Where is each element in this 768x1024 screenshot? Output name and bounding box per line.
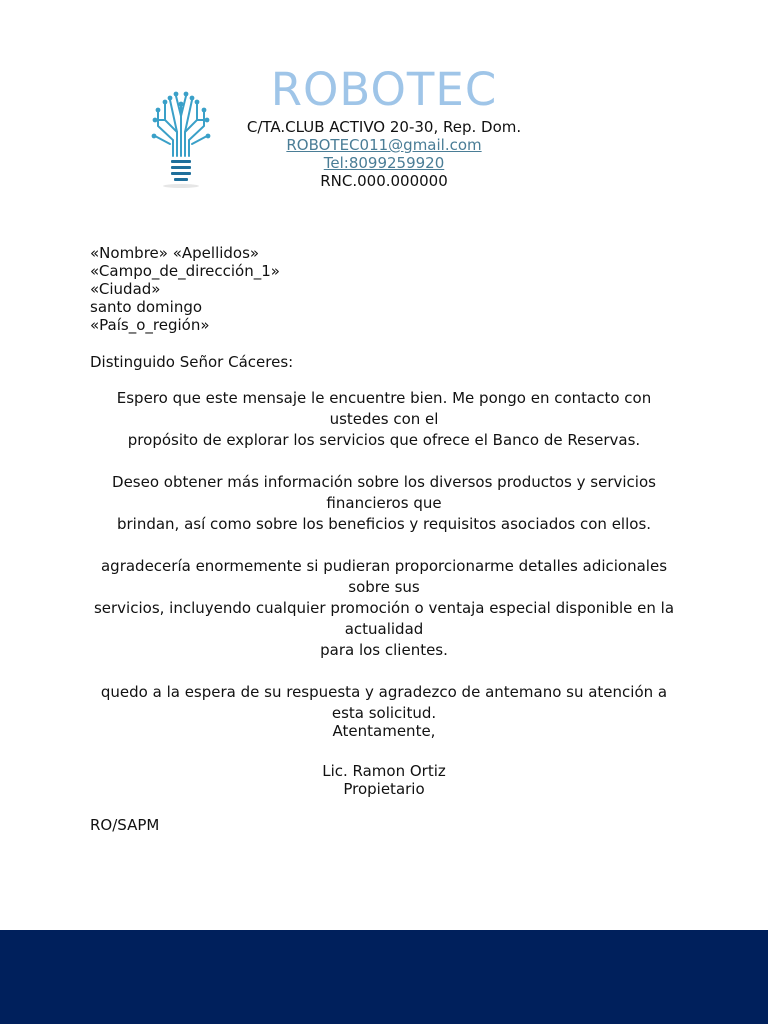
- paragraph-line: quedo a la espera de su respuesta y agradezco de antemano su atención a: [100, 683, 668, 701]
- paragraph-line: propósito de explorar los servicios que ofrece el Banco de Reservas.: [127, 431, 641, 449]
- paragraph-line: esta solicitud.: [331, 704, 437, 722]
- recipient-name: «Nombre» «Apellidos»: [90, 244, 260, 262]
- paragraph-thanks: [90, 682, 678, 724]
- paragraph-request: [90, 472, 678, 535]
- paragraph-line: sobre sus: [348, 578, 420, 596]
- recipient-locality: santo domingo: [90, 298, 203, 316]
- reference-initials: RO/SAPM: [90, 816, 160, 834]
- paragraph-intro: [90, 388, 678, 451]
- paragraph-line: actualidad: [344, 620, 424, 638]
- paragraph-line: ustedes con el: [329, 410, 439, 428]
- paragraph-line: Espero que este mensaje le encuentre bien. Me pongo en contacto con: [116, 389, 652, 407]
- letter-body: [90, 388, 678, 724]
- salutation: Distinguido Señor Cáceres:: [90, 353, 294, 371]
- company-address: C/TA.CLUB ACTIVO 20-30, Rep. Dom.: [246, 118, 522, 136]
- closing: Atentamente,: [332, 722, 436, 740]
- company-email-link[interactable]: ROBOTEC011@gmail.com: [286, 136, 482, 154]
- paragraph-details: [90, 556, 678, 661]
- paragraph-line: para los clientes.: [320, 641, 448, 659]
- recipient-city: «Ciudad»: [90, 280, 161, 298]
- recipient-country: «País_o_región»: [90, 316, 210, 334]
- company-header: [0, 118, 768, 190]
- paragraph-line: brindan, así como sobre los beneficios y requisitos asociados con ellos.: [116, 515, 652, 533]
- company-phone-link[interactable]: Tel:8099259920: [323, 154, 445, 172]
- signer-name: Lic. Ramon Ortiz: [322, 762, 446, 780]
- paragraph-line: servicios, incluyendo cualquier promoción o ventaja especial disponible en la: [93, 599, 675, 617]
- company-name: ROBOTEC: [270, 63, 498, 116]
- company-rnc: RNC.000.000000: [320, 172, 448, 190]
- paragraph-line: Deseo obtener más información sobre los diversos productos y servicios: [112, 473, 656, 491]
- signer-title: Propietario: [343, 780, 425, 798]
- footer-bar: [0, 930, 768, 1024]
- signature-block: [0, 762, 768, 798]
- recipient-address-block: [90, 244, 280, 334]
- paragraph-line: agradecería enormemente si pudieran proporcionarme detalles adicionales: [100, 557, 668, 575]
- paragraph-line: financieros que: [326, 494, 442, 512]
- recipient-address-line: «Campo_de_dirección_1»: [90, 262, 280, 280]
